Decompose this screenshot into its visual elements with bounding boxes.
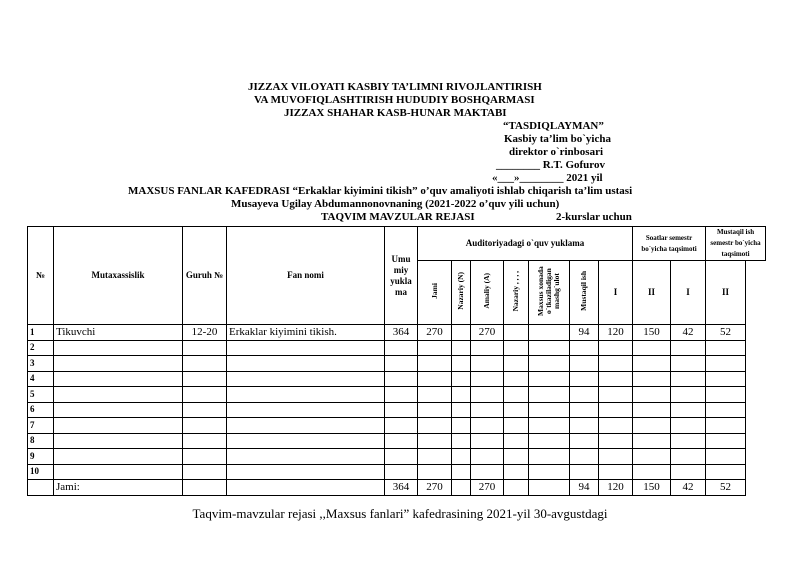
cell-spec [54,402,183,418]
total-row [28,480,766,496]
cell-mx [529,433,570,449]
total-indep-sem-2: 52 [706,480,746,496]
total-sem-1: 120 [599,480,633,496]
cell-group: 12-20 [183,325,227,341]
cell-s2 [633,371,671,387]
cell-s2 [633,356,671,372]
cell-subject [227,356,385,372]
col-special-room: Maxsus xonada o`tkaziladigan mashg`ulot [529,261,570,325]
cell-subject: Erkaklar kiyimini tikish. [227,325,385,341]
cell-mi [570,356,599,372]
cell-n: 6 [28,402,54,418]
cell-subject [227,464,385,480]
cell-mx [529,464,570,480]
cell-m2 [706,433,746,449]
cell-load [385,418,418,434]
doc-course: 2-kurslar uchun [556,211,632,223]
cell-n: 10 [28,464,54,480]
cell-m2 [706,464,746,480]
total-independent: 94 [570,480,599,496]
cell-load [385,402,418,418]
col-independent: Mustaqil ish [570,261,599,325]
cell-load: 364 [385,325,418,341]
cell-group [183,371,227,387]
cell-s1 [599,464,633,480]
cell-subject [227,449,385,465]
cell-mx [529,418,570,434]
cell-subject [227,387,385,403]
cell-nz [452,387,471,403]
cell-m2 [706,418,746,434]
cell-subject [227,371,385,387]
cell-mx [529,449,570,465]
cell-spec [54,449,183,465]
table-row [28,356,766,372]
cell-n: 1 [28,325,54,341]
cell-m1 [671,418,706,434]
cell-group [183,418,227,434]
cell-s1 [599,402,633,418]
total-label: Jami: [54,480,183,496]
cell-n: 2 [28,340,54,356]
cell-spec [54,387,183,403]
cell-mx [529,387,570,403]
cell-spec [54,371,183,387]
cell-spec [54,340,183,356]
approval-line-2: direktor o`rinbosari [509,146,604,158]
cell-nz2 [504,340,529,356]
cell-spec [54,356,183,372]
cell-nz2 [504,402,529,418]
col-indep-semester: Mustaqil ish semestr bo`yicha taqsimoti [706,227,766,261]
cell-nz2 [504,418,529,434]
footer-note: Taqvim-mavzular rejasi ,,Maxsus fanlari” kafedrasining 2021-yil 30-avgustdagi [192,506,608,521]
table-row [28,433,766,449]
cell-nz [452,371,471,387]
cell-spec [54,464,183,480]
cell-s1 [599,418,633,434]
cell-nz2 [504,371,529,387]
cell-nz2 [504,464,529,480]
cell-m2 [706,449,746,465]
cell-n: 5 [28,387,54,403]
cell-nz2 [504,387,529,403]
cell-nz [452,464,471,480]
cell-jami [418,387,452,403]
cell-mx [529,325,570,341]
cell-s2: 150 [633,325,671,341]
approval-title: “TASDIQLAYMAN” [503,120,604,132]
cell-nz2 [504,449,529,465]
cell-m2 [706,402,746,418]
cell-group [183,340,227,356]
doc-title-line-2: Musayeva Ugilay Abdumannonovnaning (2021-2022 o’quv yili uchun) [231,198,560,210]
col-hours-semester: Soatlar semestr bo`yicha taqsimoti [633,227,706,261]
cell-am [471,449,504,465]
total-practice: 270 [471,480,504,496]
cell-m2 [706,371,746,387]
col-indep-sem-1: I [671,261,706,325]
cell-m1 [671,387,706,403]
cell-group [183,356,227,372]
col-theory-n: Nazariy (N) [452,261,471,325]
cell-spec: Tikuvchi [54,325,183,341]
col-sem-1: I [599,261,633,325]
cell-jami [418,340,452,356]
table-row [28,418,766,434]
cell-jami [418,402,452,418]
cell-subject [227,402,385,418]
cell-nz2 [504,433,529,449]
cell-jami [418,356,452,372]
cell-mx [529,340,570,356]
total-load: 364 [385,480,418,496]
cell-s2 [633,387,671,403]
cell-nz [452,402,471,418]
cell-s1 [599,340,633,356]
total-sem-2: 150 [633,480,671,496]
table-row [28,464,766,480]
cell-s2 [633,402,671,418]
cell-m1 [671,340,706,356]
col-total: Jami [418,261,452,325]
cell-am [471,356,504,372]
schedule-table [27,226,766,496]
cell-load [385,387,418,403]
col-auditorium: Auditoriyadagi o`quv yuklama [418,227,633,261]
table-row [28,387,766,403]
total-jami: 270 [418,480,452,496]
org-line-2: VA MUVOFIQLASHTIRISH HUDUDIY BOSHQARMASI [254,94,535,106]
cell-s2 [633,418,671,434]
cell-nz [452,449,471,465]
approval-date: «___»________ 2021 yil [492,172,603,184]
cell-s1 [599,371,633,387]
cell-group [183,387,227,403]
approval-line-1: Kasbiy ta’lim bo`yicha [504,133,611,145]
cell-mx [529,371,570,387]
approval-signature: ________ R.T. Gofurov [496,159,605,171]
col-theory-2: Nazariy , , , , [504,261,529,325]
cell-mi [570,387,599,403]
cell-nz [452,356,471,372]
cell-s1 [599,433,633,449]
cell-s1: 120 [599,325,633,341]
col-indep-sem-2: II [706,261,746,325]
cell-m1 [671,371,706,387]
cell-mx [529,356,570,372]
table-row [28,325,766,341]
cell-s1 [599,356,633,372]
cell-subject [227,340,385,356]
cell-mx [529,402,570,418]
col-sem-2: II [633,261,671,325]
cell-n: 8 [28,433,54,449]
cell-group [183,464,227,480]
table-row [28,340,766,356]
cell-s2 [633,433,671,449]
cell-group [183,402,227,418]
cell-mi [570,433,599,449]
org-line-1: JIZZAX VILOYATI KASBIY TA’LIMNI RIVOJLANTIRISH [248,81,542,93]
cell-mi [570,464,599,480]
org-line-3: JIZZAX SHAHAR KASB-HUNAR MAKTABI [284,107,507,119]
cell-nz [452,418,471,434]
cell-nz2 [504,325,529,341]
col-specialty: Mutaxassislik [54,227,183,325]
cell-load [385,433,418,449]
col-num: № [28,227,54,325]
cell-spec [54,433,183,449]
cell-mi: 94 [570,325,599,341]
cell-s2 [633,449,671,465]
col-group: Guruh № [183,227,227,325]
cell-m1 [671,433,706,449]
table-row [28,402,766,418]
cell-s1 [599,387,633,403]
cell-nz [452,340,471,356]
cell-load [385,449,418,465]
cell-m1 [671,402,706,418]
cell-m2 [706,387,746,403]
cell-s2 [633,340,671,356]
doc-title-line-3: TAQVIM MAVZULAR REJASI [321,211,475,223]
cell-mi [570,371,599,387]
cell-jami: 270 [418,325,452,341]
cell-load [385,464,418,480]
col-subject: Fan nomi [227,227,385,325]
cell-load [385,340,418,356]
cell-m1: 42 [671,325,706,341]
cell-load [385,371,418,387]
cell-m2 [706,340,746,356]
cell-group [183,449,227,465]
cell-am [471,340,504,356]
table-row [28,371,766,387]
cell-m1 [671,356,706,372]
cell-jami [418,371,452,387]
cell-jami [418,449,452,465]
cell-am [471,402,504,418]
cell-spec [54,418,183,434]
cell-n: 9 [28,449,54,465]
cell-m2: 52 [706,325,746,341]
cell-subject [227,418,385,434]
cell-m2 [706,356,746,372]
cell-am [471,418,504,434]
doc-title-line-1: MAXSUS FANLAR KAFEDRASI “Erkaklar kiyimini tikish” o’quv amaliyoti ishlab chiqarish ta’lim ustasi [128,185,633,197]
cell-subject [227,433,385,449]
cell-group [183,433,227,449]
cell-am [471,464,504,480]
cell-nz [452,325,471,341]
cell-m1 [671,449,706,465]
cell-n: 7 [28,418,54,434]
cell-jami [418,464,452,480]
total-indep-sem-1: 42 [671,480,706,496]
cell-jami [418,433,452,449]
cell-nz [452,433,471,449]
cell-nz2 [504,356,529,372]
cell-jami [418,418,452,434]
cell-s2 [633,464,671,480]
cell-mi [570,449,599,465]
table-row [28,449,766,465]
cell-mi [570,418,599,434]
cell-mi [570,340,599,356]
cell-s1 [599,449,633,465]
cell-n: 4 [28,371,54,387]
cell-m1 [671,464,706,480]
cell-load [385,356,418,372]
col-practice-a: Amaliy (A) [471,261,504,325]
cell-n: 3 [28,356,54,372]
cell-am [471,371,504,387]
cell-am [471,433,504,449]
cell-am [471,387,504,403]
cell-am: 270 [471,325,504,341]
cell-mi [570,402,599,418]
col-total-load: Umu miy yukla ma [385,227,418,325]
